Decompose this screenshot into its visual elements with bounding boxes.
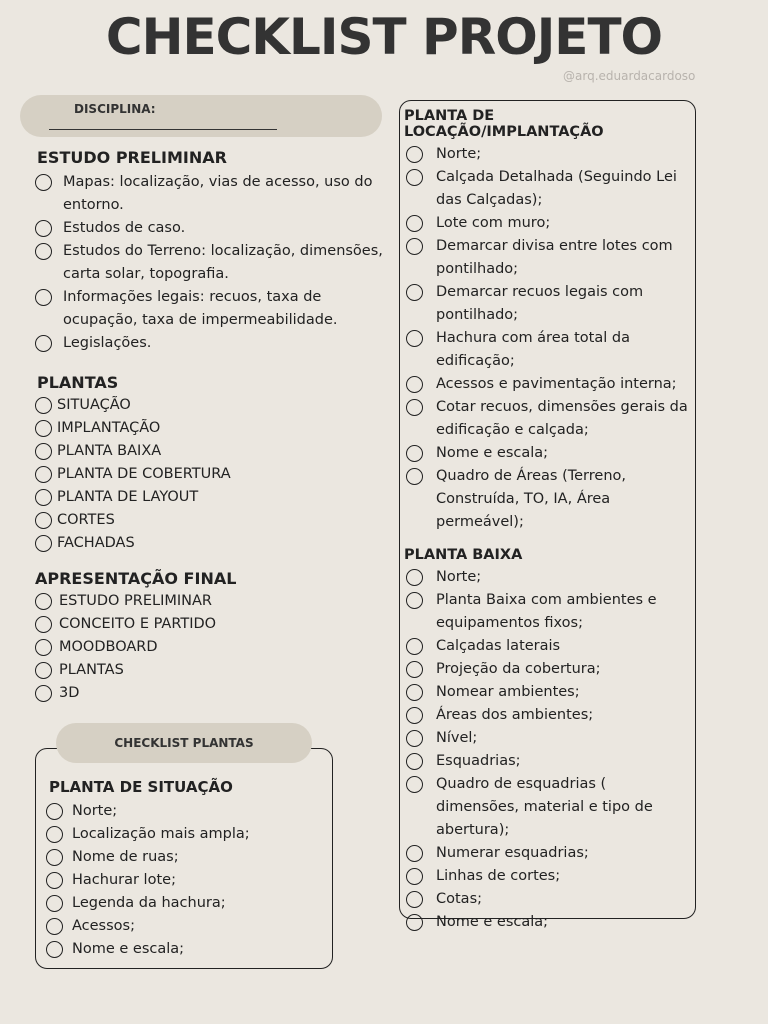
author-handle: @arq.eduardacardoso	[563, 69, 696, 83]
checklist-item-label: CONCEITO E PARTIDO	[59, 616, 217, 632]
checklist-item[interactable]	[406, 396, 692, 442]
checklist-item[interactable]	[406, 727, 692, 750]
checklist-item-label: Projeção da cobertura;	[436, 661, 601, 677]
checkbox-circle-icon[interactable]	[35, 220, 52, 237]
checklist-item[interactable]	[406, 566, 692, 589]
baixa-heading: PLANTA BAIXA	[404, 547, 523, 563]
section-planta-baixa	[404, 547, 692, 934]
checklist-item[interactable]	[35, 217, 387, 240]
checklist-item-label: Localização mais ampla;	[72, 826, 250, 842]
checkbox-circle-icon[interactable]	[406, 284, 423, 301]
checkbox-circle-icon[interactable]	[406, 914, 423, 931]
checklist-item-label: PLANTA DE COBERTURA	[57, 466, 231, 482]
checkbox-circle-icon[interactable]	[35, 443, 52, 460]
checkbox-circle-icon[interactable]	[406, 215, 423, 232]
checklist-item-label: Áreas dos ambientes;	[436, 707, 594, 723]
checkbox-circle-icon[interactable]	[46, 826, 63, 843]
checklist-item[interactable]	[35, 463, 337, 486]
checklist-item-label: Lote com muro;	[436, 215, 551, 231]
checklist-item[interactable]	[406, 842, 692, 865]
checklist-item[interactable]	[406, 704, 692, 727]
checkbox-circle-icon[interactable]	[35, 662, 52, 679]
checklist-item[interactable]	[35, 509, 337, 532]
checklist-item[interactable]	[46, 892, 319, 915]
checklist-item[interactable]	[406, 281, 692, 327]
checklist-item-label: Nome e escala;	[72, 941, 185, 957]
baixa-list	[406, 566, 692, 934]
checkbox-circle-icon[interactable]	[406, 238, 423, 255]
apresentacao-list	[35, 590, 335, 705]
checklist-item-label: Nome de ruas;	[72, 849, 179, 865]
checklist-item[interactable]	[46, 823, 319, 846]
checklist-item-label: CORTES	[57, 512, 115, 528]
checklist-item[interactable]	[406, 465, 692, 534]
checklist-item-label: Planta Baixa com ambientes e equipamentos fixos;	[436, 592, 657, 631]
checkbox-circle-icon[interactable]	[406, 169, 423, 186]
checkbox-circle-icon[interactable]	[406, 146, 423, 163]
checklist-item[interactable]	[406, 865, 692, 888]
checklist-item-label: Hachura com área total da edificação;	[436, 330, 630, 369]
checklist-item-label: Calçada Detalhada (Seguindo Lei das Calçadas);	[436, 169, 677, 208]
checkbox-circle-icon[interactable]	[406, 468, 423, 485]
checklist-item[interactable]	[406, 888, 692, 911]
checkbox-circle-icon[interactable]	[406, 730, 423, 747]
apresentacao-heading: APRESENTAÇÃO FINAL	[35, 569, 237, 588]
checkbox-circle-icon[interactable]	[35, 466, 52, 483]
checklist-item-label: 3D	[59, 685, 80, 701]
checkbox-circle-icon[interactable]	[35, 616, 52, 633]
checklist-item-label: Cotas;	[436, 891, 483, 907]
checkbox-circle-icon[interactable]	[46, 849, 63, 866]
checklist-item[interactable]	[35, 590, 335, 613]
checklist-item[interactable]	[35, 486, 337, 509]
checkbox-circle-icon[interactable]	[406, 638, 423, 655]
checklist-item-label: PLANTA DE LAYOUT	[57, 489, 199, 505]
checklist-item-label: SITUAÇÃO	[57, 397, 131, 413]
checkbox-circle-icon[interactable]	[35, 243, 52, 260]
checkbox-circle-icon[interactable]	[35, 174, 52, 191]
checklist-item-label: Esquadrias;	[436, 753, 521, 769]
checklist-item[interactable]	[46, 800, 319, 823]
checklist-item-label: Estudos de caso.	[63, 220, 186, 236]
checkbox-circle-icon[interactable]	[406, 661, 423, 678]
checklist-item[interactable]	[35, 332, 387, 355]
checklist-item-label: PLANTAS	[59, 662, 124, 678]
checklist-item[interactable]	[35, 682, 335, 705]
checkbox-circle-icon[interactable]	[46, 803, 63, 820]
checklist-item[interactable]	[406, 442, 692, 465]
checklist-item-label: Acessos e pavimentação interna;	[436, 376, 677, 392]
checklist-item[interactable]	[406, 327, 692, 373]
checklist-item[interactable]	[406, 212, 692, 235]
checklist-item-label: Estudos do Terreno: localização, dimensões, carta solar, topografia.	[63, 243, 383, 282]
checklist-item-label: Quadro de Áreas (Terreno, Construída, TO, IA, Área permeável);	[436, 468, 626, 530]
checklist-item[interactable]	[406, 635, 692, 658]
checklist-item[interactable]	[35, 394, 337, 417]
checklist-item[interactable]	[406, 589, 692, 635]
checklist-item[interactable]	[406, 235, 692, 281]
checkbox-circle-icon[interactable]	[35, 420, 52, 437]
checklist-item-label: Calçadas laterais	[436, 638, 561, 654]
checkbox-circle-icon[interactable]	[35, 335, 52, 352]
checkbox-circle-icon[interactable]	[46, 918, 63, 935]
section-apresentacao-final	[35, 569, 335, 705]
checklist-item[interactable]	[406, 911, 692, 934]
checklist-item-label: Legislações.	[63, 335, 152, 351]
plantas-heading: PLANTAS	[37, 373, 119, 392]
checklist-item[interactable]	[406, 166, 692, 212]
checklist-item-label: Numerar esquadrias;	[436, 845, 589, 861]
checklist-item-label: Demarcar divisa entre lotes com pontilhado;	[436, 238, 673, 277]
checkbox-circle-icon[interactable]	[406, 330, 423, 347]
checkbox-circle-icon[interactable]	[406, 776, 423, 793]
checkbox-circle-icon[interactable]	[35, 535, 52, 552]
checklist-item[interactable]	[35, 532, 337, 555]
checkbox-circle-icon[interactable]	[406, 684, 423, 701]
checklist-item-label: Norte;	[436, 569, 482, 585]
checkbox-circle-icon[interactable]	[46, 941, 63, 958]
checkbox-circle-icon[interactable]	[406, 891, 423, 908]
checkbox-circle-icon[interactable]	[35, 397, 52, 414]
checklist-item-label: IMPLANTAÇÃO	[57, 420, 161, 436]
checklist-item[interactable]	[46, 915, 319, 938]
checklist-item[interactable]	[35, 636, 335, 659]
checklist-item[interactable]	[406, 750, 692, 773]
disciplina-field[interactable]	[20, 95, 382, 137]
checklist-item-label: Demarcar recuos legais com pontilhado;	[436, 284, 644, 323]
checklist-item[interactable]	[46, 869, 319, 892]
checklist-item-label: Nomear ambientes;	[436, 684, 580, 700]
checkbox-circle-icon[interactable]	[35, 639, 52, 656]
checklist-item[interactable]	[406, 773, 692, 842]
checklist-item-label: Quadro de esquadrias ( dimensões, material e tipo de abertura);	[436, 776, 653, 838]
checklist-item[interactable]	[406, 658, 692, 681]
locacao-list	[406, 143, 692, 534]
situacao-heading: PLANTA DE SITUAÇÃO	[49, 778, 233, 796]
section-planta-situacao	[49, 778, 319, 961]
situacao-list	[46, 800, 319, 961]
checkbox-circle-icon[interactable]	[406, 376, 423, 393]
checkbox-circle-icon[interactable]	[406, 868, 423, 885]
checklist-item[interactable]	[35, 659, 335, 682]
checkbox-circle-icon[interactable]	[35, 685, 52, 702]
disciplina-line	[49, 129, 277, 130]
checklist-plantas-label: CHECKLIST PLANTAS	[56, 723, 312, 763]
section-estudo-preliminar	[37, 148, 387, 355]
checklist-item[interactable]	[35, 240, 387, 286]
checklist-item[interactable]	[35, 417, 337, 440]
locacao-heading: PLANTA DE LOCAÇÃO/IMPLANTAÇÃO	[404, 108, 604, 140]
checklist-item-label: Nome e escala;	[436, 445, 549, 461]
checklist-item-label: Acessos;	[72, 918, 135, 934]
checklist-item[interactable]	[35, 286, 387, 332]
checkbox-circle-icon[interactable]	[406, 753, 423, 770]
section-plantas	[37, 373, 337, 555]
estudo-heading: ESTUDO PRELIMINAR	[37, 148, 227, 167]
checklist-item-label: Nome e escala;	[436, 914, 549, 930]
checklist-item-label: Norte;	[72, 803, 118, 819]
checklist-item[interactable]	[35, 613, 335, 636]
section-planta-locacao	[404, 108, 692, 534]
checklist-item-label: MOODBOARD	[59, 639, 158, 655]
checklist-item[interactable]	[35, 171, 387, 217]
checkbox-circle-icon[interactable]	[35, 289, 52, 306]
checklist-item-label: Cotar recuos, dimensões gerais da edificação e calçada;	[436, 399, 688, 438]
checklist-item[interactable]	[406, 143, 692, 166]
checklist-item-label: Informações legais: recuos, taxa de ocupação, taxa de impermeabilidade.	[63, 289, 338, 328]
checklist-item-label: FACHADAS	[57, 535, 135, 551]
checklist-item-label: Legenda da hachura;	[72, 895, 226, 911]
checkbox-circle-icon[interactable]	[35, 593, 52, 610]
checklist-item[interactable]	[46, 938, 319, 961]
checklist-item-label: Hachurar lote;	[72, 872, 176, 888]
checkbox-circle-icon[interactable]	[35, 489, 52, 506]
checklist-item[interactable]	[406, 681, 692, 704]
checklist-item-label: Mapas: localização, vias de acesso, uso do entorno.	[63, 174, 373, 213]
checklist-item-label: Norte;	[436, 146, 482, 162]
checkbox-circle-icon[interactable]	[46, 895, 63, 912]
checklist-item-label: Linhas de cortes;	[436, 868, 561, 884]
checklist-item-label: Nível;	[436, 730, 478, 746]
checkbox-circle-icon[interactable]	[406, 445, 423, 462]
plantas-list	[35, 394, 337, 555]
checkbox-circle-icon[interactable]	[406, 569, 423, 586]
checklist-item[interactable]	[35, 440, 337, 463]
checkbox-circle-icon[interactable]	[406, 707, 423, 724]
checkbox-circle-icon[interactable]	[406, 592, 423, 609]
page-title: CHECKLIST PROJETO	[105, 8, 663, 66]
checklist-item[interactable]	[406, 373, 692, 396]
checkbox-circle-icon[interactable]	[46, 872, 63, 889]
checklist-item-label: ESTUDO PRELIMINAR	[59, 593, 212, 609]
checkbox-circle-icon[interactable]	[406, 845, 423, 862]
checkbox-circle-icon[interactable]	[406, 399, 423, 416]
checklist-item-label: PLANTA BAIXA	[57, 443, 162, 459]
disciplina-label: DISCIPLINA:	[47, 102, 382, 130]
estudo-list	[35, 171, 387, 355]
checklist-item[interactable]	[46, 846, 319, 869]
checkbox-circle-icon[interactable]	[35, 512, 52, 529]
